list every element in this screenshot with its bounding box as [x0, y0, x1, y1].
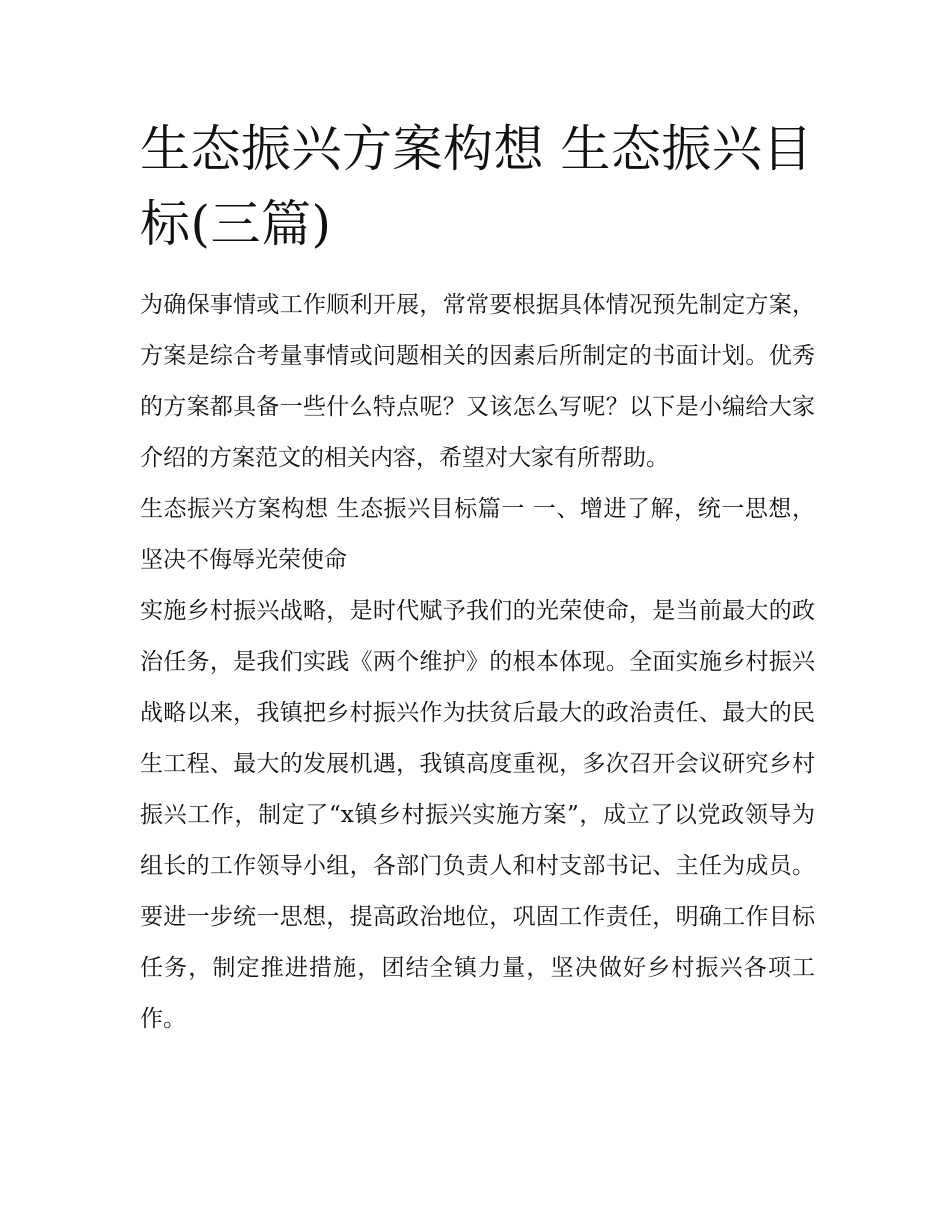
- intro-paragraph: 为确保事情或工作顺利开展，常常要根据具体情况预先制定方案，方案是综合考量事情或问题相关的因素后所制定的书面计划。优秀的方案都具备一些什么特点呢？又该怎么写呢？以下是小编给大家介绍的方案范文的相关内容，希望对大家有所帮助。: [140, 292, 815, 471]
- document-page: [140, 112, 815, 1045]
- section-heading-paragraph: 生态振兴方案构想 生态振兴目标篇一 一、增进了解，统一思想，坚决不侮辱光荣使命: [140, 496, 815, 573]
- document-title: 生态振兴方案构想 生态振兴目标(三篇): [140, 120, 813, 253]
- body-paragraph: 实施乡村振兴战略，是时代赋予我们的光荣使命，是当前最大的政治任务，是我们实践《两个维护》的根本体现。全面实施乡村振兴战略以来，我镇把乡村振兴作为扶贫后最大的政治责任、最大的民生工程、最大的发展机遇，我镇高度重视，多次召开会议研究乡村振兴工作，制定了“x镇乡村振兴实施方案”，成立了以党政领导为组长的工作领导小组，各部门负责人和村支部书记、主任为成员。要进一步统一思想，提高政治地位，巩固工作责任，明确工作目标任务，制定推进措施，团结全镇力量，坚决做好乡村振兴各项工作。: [140, 598, 815, 1032]
